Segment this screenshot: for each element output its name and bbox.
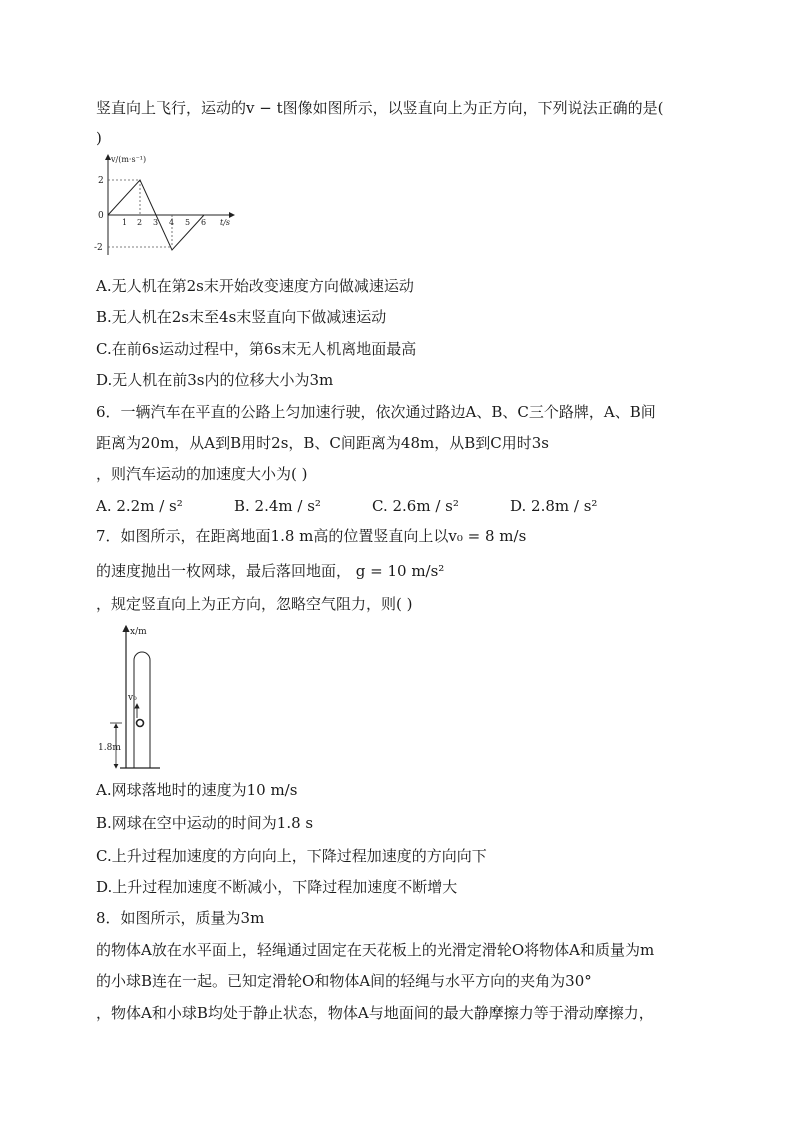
q6-option-c: C. 2.6m / s² (372, 497, 459, 515)
q5-x-axis-label: t/s (220, 218, 231, 227)
q5-option-c: C.在前6s运动过程中，第6s末无人机离地面最高 (96, 340, 417, 358)
q8-line2: 的物体A放在水平面上，轻绳通过固定在天花板上的光滑定滑轮O将物体A和质量为m (96, 941, 655, 959)
q5-xtick-4: 4 (169, 218, 175, 227)
q5-xtick-3: 3 (153, 218, 159, 227)
q7-ball (137, 720, 144, 727)
q7-axis-label: x/m (130, 627, 147, 637)
q7-line2: 的速度抛出一枚网球，最后落回地面， g = 10 m/s² (96, 562, 445, 580)
q7-option-c: C.上升过程加速度的方向向上，下降过程加速度的方向向下 (96, 847, 487, 865)
q6-option-b: B. 2.4m / s² (234, 497, 321, 515)
q6-line3: ，则汽车运动的加速度大小为( ) (96, 465, 308, 483)
q5-ytick-neg2: -2 (94, 243, 103, 253)
q7-velocity-label: v₀ (128, 693, 137, 703)
q5-stem-line1: 竖直向上飞行，运动的v − t图像如图所示，以竖直向上为正方向，下列说法正确的是( (96, 99, 664, 117)
q5-vt-graph (92, 150, 242, 260)
q6-line2: 距离为20m，从A到B用时2s，B、C间距离为48m，从B到C用时3s (96, 434, 549, 452)
q6-option-d: D. 2.8m / s² (510, 497, 598, 515)
q5-xtick-6: 6 (201, 218, 207, 227)
q5-ytick-2: 2 (98, 176, 104, 186)
q5-stem-line2: ) (96, 129, 102, 147)
q8-line1: 8．如图所示，质量为3m (96, 909, 265, 927)
q5-y-axis-label: v/(m·s⁻¹) (111, 155, 147, 164)
q7-line1: 7．如图所示，在距离地面1.8 m高的位置竖直向上以v₀ = 8 m/s (96, 527, 527, 545)
q7-option-b: B.网球在空中运动的时间为1.8 s (96, 814, 314, 832)
q7-ball-diagram (96, 622, 176, 772)
q7-option-d: D.上升过程加速度不断减小，下降过程加速度不断增大 (96, 878, 458, 896)
q7-option-a: A.网球落地时的速度为10 m/s (96, 781, 298, 799)
q6-option-a: A. 2.2m / s² (96, 497, 183, 515)
q5-option-a: A.无人机在第2s末开始改变速度方向做减速运动 (96, 277, 414, 295)
q8-line3: 的小球B连在一起。已知定滑轮O和物体A间的轻绳与水平方向的夹角为30° (96, 972, 592, 990)
q7-line3: ，规定竖直向上为正方向，忽略空气阻力，则( ) (96, 595, 413, 613)
q5-xtick-5: 5 (185, 218, 191, 227)
q5-option-b: B.无人机在2s末至4s末竖直向下做减速运动 (96, 308, 387, 326)
q5-xtick-1: 1 (122, 218, 128, 227)
q7-height-label: 1.8m (98, 743, 121, 753)
q8-line4: ，物体A和小球B均处于静止状态，物体A与地面间的最大静摩擦力等于滑动摩擦力， (96, 1004, 654, 1022)
q7-trajectory (134, 652, 150, 768)
q5-xtick-2: 2 (137, 218, 143, 227)
q5-option-d: D.无人机在前3s内的位移大小为3m (96, 371, 334, 389)
q5-ytick-0: 0 (98, 211, 104, 221)
q6-line1: 6．一辆汽车在平直的公路上匀加速行驶，依次通过路边A、B、C三个路牌，A、B间 (96, 403, 656, 421)
